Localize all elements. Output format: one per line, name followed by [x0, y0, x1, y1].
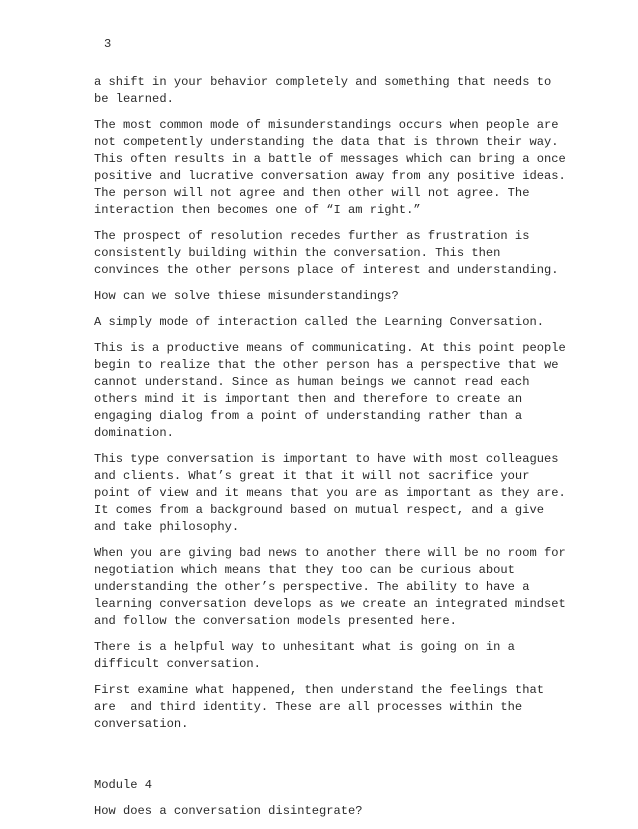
paragraph-question: How can we solve thiese misunderstandings?: [94, 289, 399, 303]
paragraph-misunderstandings: The most common mode of misunderstandings occurs when people are not competently understanding the data that is thrown their way. This often results in a battle of messages which can bring a once positive and lucrative conversation away from any positive ideas. The person will not agree and then other will not agree. The interaction then becomes one of “I am right.”: [94, 118, 566, 217]
page-body: [94, 74, 594, 829]
module-heading: Module 4: [94, 778, 153, 792]
paragraph-learning-conversation: A simply mode of interaction called the Learning Conversation.: [94, 315, 544, 329]
paragraph-bad-news: When you are giving bad news to another there will be no room for negotiation which means that they too can be curious about understanding the other’s perspective. The ability to have a learning conversation develops as we create an integrated mindset and follow the conversation models presented here.: [94, 546, 566, 628]
paragraph-colleagues-clients: This type conversation is important to have with most colleagues and clients. What’s great it that it will not sacrifice your point of view and it means that you are as important as they are. It comes from a background based on mutual respect, and a give and take philosophy.: [94, 452, 566, 534]
paragraph-productive-means: This is a productive means of communicating. At this point people begin to realize that the other person has a perspective that we cannot understand. Since as human beings we cannot read each others mind it is important then and therefore to create an engaging dialog from a point of understanding rather than a domination.: [94, 341, 566, 440]
paragraph-resolution: The prospect of resolution recedes further as frustration is consistently building within the conversation. This then convinces the other persons place of interest and understanding.: [94, 229, 559, 277]
paragraph-helpful-way: There is a helpful way to unhesitant what is going on in a difficult conversation.: [94, 640, 515, 671]
page-number: 3: [104, 37, 112, 51]
paragraph-behavior-shift: a shift in your behavior completely and something that needs to be learned.: [94, 75, 552, 106]
paragraph-first-examine: First examine what happened, then understand the feelings that are and third identity. These are all processes within the conversation.: [94, 683, 544, 731]
closing-question: How does a conversation disintegrate?: [94, 804, 363, 818]
section-spacer: [94, 742, 594, 777]
